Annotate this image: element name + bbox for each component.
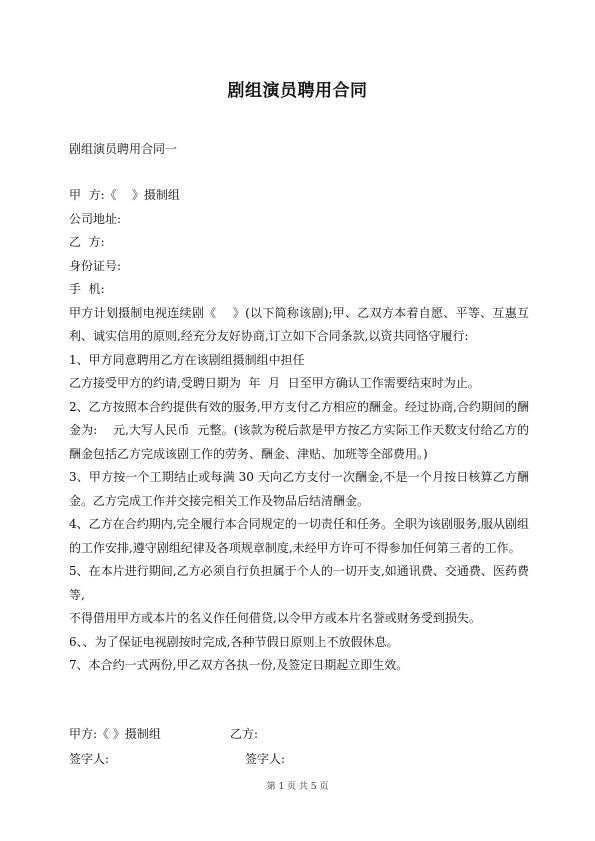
phone-line: 手 机:	[69, 282, 105, 296]
party-a-signature: 甲方:《 》摄制组	[69, 727, 161, 741]
signer-b-label: 签字人:	[245, 752, 286, 766]
signature-signer-row	[69, 747, 529, 772]
signature-block	[69, 722, 529, 772]
clause-1-cont: 乙方接受甲方的约请,受聘日期为 年 月 日至甲方确认工作需要结束时为止。	[69, 376, 480, 390]
clause-1: 1、甲方同意聘用乙方在该剧组摄制组中担任	[69, 352, 305, 367]
clause-2: 2、乙方按照本合约提供有效的服务,甲方支付乙方相应的酬金。经过协商,合约期间的酬金为: 元,大写人民币 元整。(该款为税后款是甲方按乙方实际工作天数支付给乙方的酬金包括乙方完成该剧工作的劳务、酬金、津贴、加班等全部费用。)	[69, 399, 529, 461]
id-number-line: 身份证号:	[69, 258, 122, 273]
clause-7: 7、本合约一式两份,甲乙双方各执一份,及签定日期起立即生效。	[69, 658, 409, 672]
party-b-signature: 乙方:	[230, 727, 259, 741]
document-subtitle: 剧组演员聘用合同一	[69, 142, 178, 156]
clause-5-cont: 不得借用甲方或本片的名义作任何借贷,以令甲方或本片名誉或财务受到损失。	[69, 611, 481, 625]
party-b-line: 乙 方:	[69, 235, 105, 249]
party-a-line: 甲 方:《 》摄制组	[69, 188, 180, 202]
clause-3: 3、甲方按一个工期结止或每满 30 天向乙方支付一次酬金,不是一个月按日核算乙方酬金。乙方完成工作并交接完相关工作及物品后结清酬金。	[69, 470, 529, 508]
company-address-line: 公司地址:	[69, 211, 122, 226]
clause-5: 5、在本片进行期间,乙方必须自行负担属于个人的一切开支,如通讯费、交通费、医药费等,	[69, 564, 529, 602]
clause-6: 6、、为了保证电视剧按时完成,各种节假日原则上不放假休息。	[69, 634, 399, 649]
page-footer: 第 1 页 共 5 页	[266, 782, 329, 792]
clause-4: 4、乙方在合约期内,完全履行本合同规定的一切责任和任务。全职为该剧服务,服从剧组的工作安排,遵守剧组纪律及各项规章制度,未经甲方许可不得参加任何第三者的工作。	[69, 517, 529, 555]
signer-a-label: 签字人:	[69, 752, 110, 766]
contract-body	[69, 184, 529, 678]
intro-paragraph: 甲方计划摄制电视连续剧《 》(以下简称该剧);甲、乙双方本着自愿、平等、互惠互利、诚实信用的原则,经充分友好协商,订立如下合同条款,以资共同恪守履行:	[69, 305, 529, 343]
signature-party-row	[69, 722, 529, 747]
document-title: 剧组演员聘用合同	[227, 81, 368, 101]
